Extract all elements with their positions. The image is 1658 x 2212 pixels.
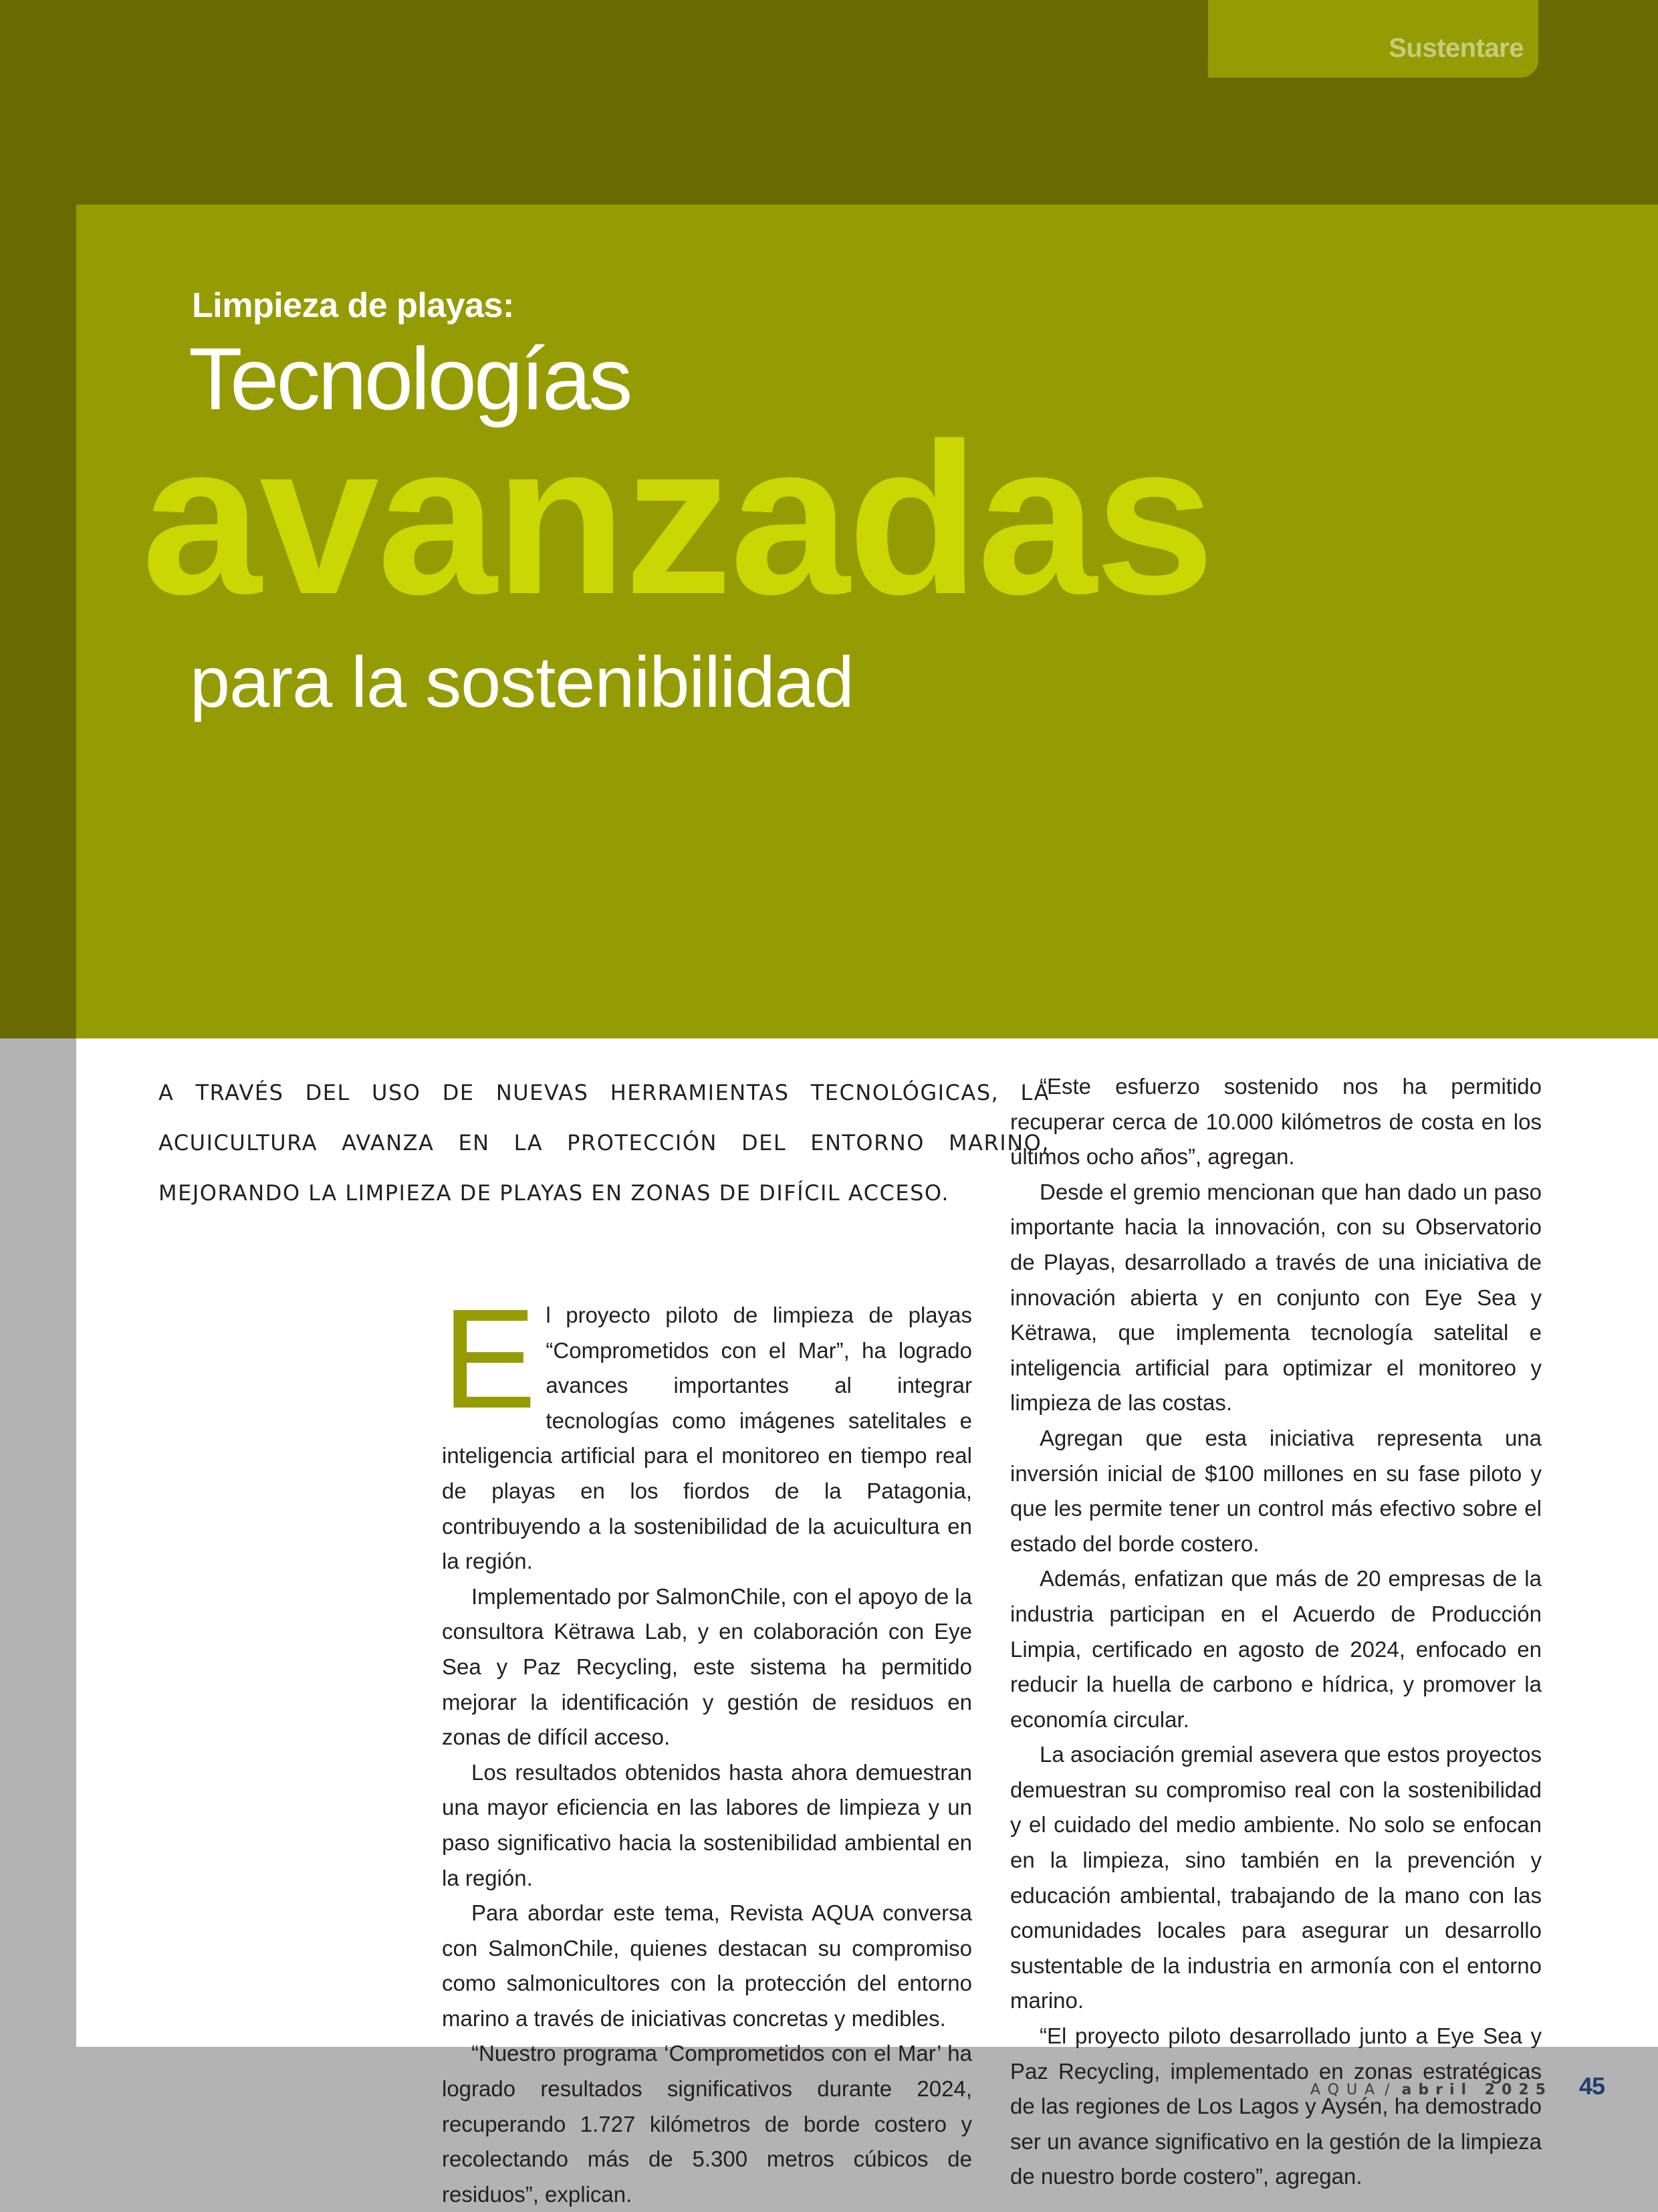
paragraph: Agregan que esta iniciativa representa una inversión inicial de $100 millones en su fase piloto y que les permite tener un control más efectivo sobre el estado del borde costero. [1010, 1425, 1542, 1556]
footer-separator: / [1385, 2082, 1390, 2098]
title-line-1: Tecnologías [189, 330, 630, 428]
page-footer [1310, 2072, 1605, 2100]
paragraph: El proyecto piloto de limpieza de playas “Comprometidos con el Mar”, ha logrado avances importantes al integrar tecnologías como imágenes satelitales e inteligencia artificial para el monitoreo en tiempo real de playas en los fiordos de la Patagonia, contribuyendo a la sostenibilidad de la acuicultura en la región. [442, 1279, 972, 1574]
section-tab [1208, 0, 1538, 78]
paragraph: “El proyecto piloto desarrollado junto a Eye Sea y Paz Recycling, implementado en zonas estratégicas de las regiones de Los Lagos y Aysén, ha demostrado ser un avance significativo en la gestión de la limpieza de nuestro borde costero”, agregan. [1010, 2023, 1542, 2189]
paragraph: Desde el gremio mencionan que han dado un paso importante hacia la innovación, con su Observatorio de Playas, desarrollado a través de una iniciativa de innovación abierta y en conjunto con Eye Sea y Këtrawa, que implementa tecnología satelital e inteligencia artificial para optimizar el monitoreo y limpieza de las costas. [1010, 1179, 1542, 1416]
drop-cap: E [442, 1279, 537, 1438]
article-lead: A TRAVÉS DEL USO DE NUEVAS HERRAMIENTAS TECNOLÓGICAS, LA ACUICULTURA AVANZA EN LA PROTECCIÓN DEL ENTORNO MARINO, MEJORANDO LA LIMPIEZA DE PLAYAS EN ZONAS DE DIFÍCIL ACCESO. [158, 1080, 1050, 1206]
hero-banner [76, 205, 1658, 1038]
body-column-left [442, 1279, 972, 2212]
magazine-name: AQUA [1310, 2082, 1383, 2098]
body-column-right [1010, 1069, 1542, 2195]
paragraph: “Este esfuerzo sostenido nos ha permitido recuperar cerca de 10.000 kilómetros de costa en los últimos ocho años”, agregan. [1010, 1074, 1542, 1170]
paragraph: Los resultados obtenidos hasta ahora demuestran una mayor eficiencia en las labores de limpieza y un paso significativo hacia la sostenibilidad ambiental en la región. [442, 1759, 972, 1890]
paragraph: Además, enfatizan que más de 20 empresas de la industria participan en el Acuerdo de Producción Limpia, certificado en agosto de 2024, enfocado en reducir la huella de carbono e hídrica, y promover la economía circular. [1010, 1566, 1542, 1732]
section-label: Sustentare [1389, 33, 1524, 63]
title-line-3: para la sostenibilidad [190, 641, 854, 722]
paragraph: “Nuestro programa ‘Comprometidos con el Mar’ ha logrado resultados significativos durante 2024, recuperando 1.727 kilómetros de borde costero y recolectando más de 5.300 metros cúbicos de residuos”, explican. [442, 2041, 972, 2207]
page-number: 45 [1578, 2072, 1605, 2100]
paragraph: Para abordar este tema, Revista AQUA conversa con SalmonChile, quienes destacan su compromiso como salmonicultores con la protección del entorno marino a través de iniciativas concretas y medibles. [442, 1900, 972, 2031]
article-kicker: Limpieza de playas: [192, 286, 514, 325]
title-line-2: avanzadas [142, 399, 1213, 639]
paragraph: La asociación gremial asevera que estos proyectos demuestran su compromiso real con la sostenibilidad y el cuidado del medio ambiente. No solo se enfocan en la limpieza, sino también en la prevención y educación ambiental, trabajando de la mano con las comunidades locales para asegurar un desarrollo sustentable de la industria en armonía con el entorno marino. [1010, 1742, 1542, 2013]
paragraph: Implementado por SalmonChile, con el apoyo de la consultora Këtrawa Lab, y en colaboración con Eye Sea y Paz Recycling, este sistema ha permitido mejorar la identificación y gestión de residuos en zonas de difícil acceso. [442, 1583, 972, 1750]
issue-date: abril 2025 [1401, 2082, 1552, 2098]
